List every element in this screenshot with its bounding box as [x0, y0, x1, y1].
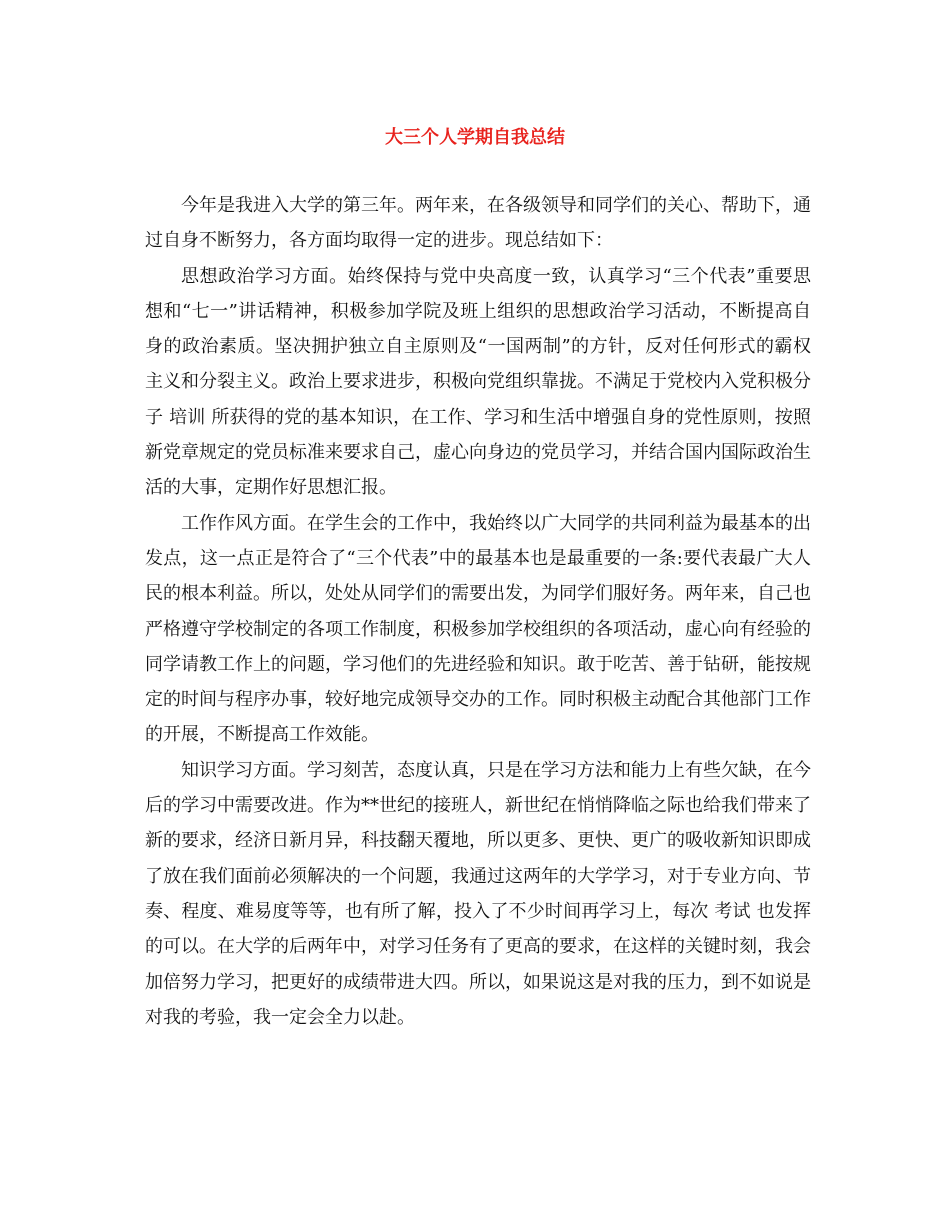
- document-title: 大三个人学期自我总结: [385, 127, 565, 148]
- paragraph-political-study: 思想政治学习方面。始终保持与党中央高度一致，认真学习“三个代表”重要思想和“七一”讲话精神，积极参加学院及班上组织的思想政治学习活动，不断提高自身的政治素质。坚决拥护独立自主原则及“一国两制”的方针，反对任何形式的霸权主义和分裂主义。政治上要求进步，积极向党组织靠拢。不满足于党校内入党积极分子 培训 所获得的党的基本知识，在工作、学习和生活中增强自身的党性原则，按照新党章规定的党员标准来要求自己，虚心向身边的党员学习，并结合国内国际政治生活的大事，定期作好思想汇报。: [145, 265, 811, 499]
- paragraph-intro: 今年是我进入大学的第三年。两年来，在各级领导和同学们的关心、帮助下，通过自身不断努力，各方面均取得一定的进步。现总结如下：: [145, 195, 811, 252]
- document-body: [145, 188, 811, 1035]
- paragraph-knowledge-study: 知识学习方面。学习刻苦，态度认真，只是在学习方法和能力上有些欠缺，在今后的学习中需要改进。作为**世纪的接班人，新世纪在悄悄降临之际也给我们带来了新的要求，经济日新月异，科技翻天覆地，所以更多、更快、更广的吸收新知识即成了放在我们面前必须解决的一个问题，我通过这两年的大学学习，对于专业方向、节奏、程度、难易度等等，也有所了解，投入了不少时间再学习上，每次 考试 也发挥的可以。在大学的后两年中，对学习任务有了更高的要求，在这样的关键时刻，我会加倍努力学习，把更好的成绩带进大四。所以，如果说这是对我的压力，到不如说是对我的考验，我一定会全力以赴。: [145, 759, 811, 1028]
- paragraph-work-style: 工作作风方面。在学生会的工作中，我始终以广大同学的共同利益为最基本的出发点，这一点正是符合了“三个代表”中的最基本也是最重要的一条:要代表最广大人民的根本利益。所以，处处从同学们的需要出发，为同学们服好务。两年来，自己也严格遵守学校制定的各项工作制度，积极参加学校组织的各项活动，虚心向有经验的同学请教工作上的问题，学习他们的先进经验和知识。敢于吃苦、善于钻研，能按规定的时间与程序办事，较好地完成领导交办的工作。同时积极主动配合其他部门工作的开展，不断提高工作效能。: [145, 512, 811, 746]
